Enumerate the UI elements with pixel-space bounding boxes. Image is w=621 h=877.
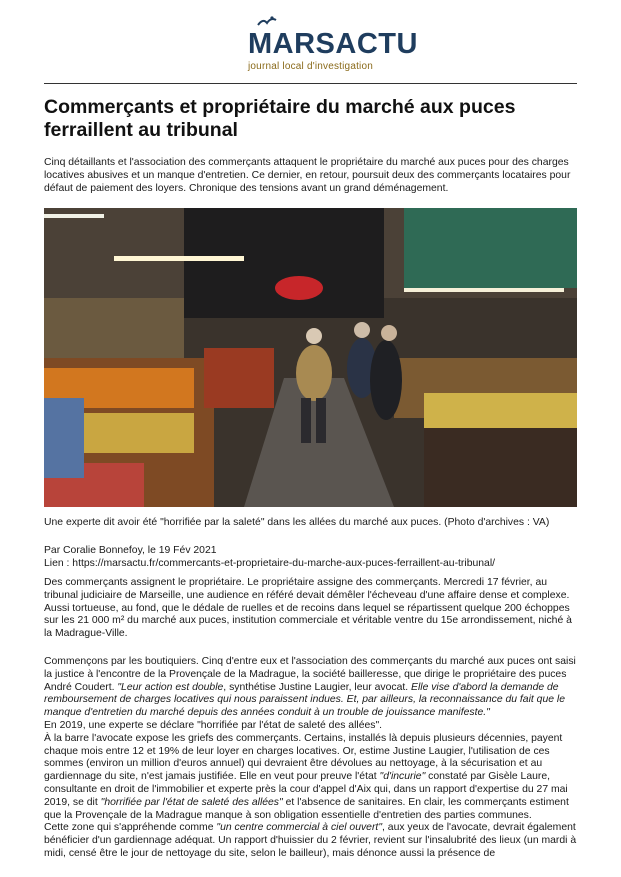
p3-text-a: Cette zone qui s'appréhende comme xyxy=(44,822,217,833)
header-divider xyxy=(44,83,577,84)
article-title: Commerçants et propriétaire du marché aux puces ferraillent au tribunal xyxy=(44,96,516,141)
seagull-icon xyxy=(256,14,278,28)
byline-block xyxy=(44,545,577,570)
p2-text-j: et l'absence de sanitaires. En clair, les commerçants estiment que la Provençale de la Madrague manque à son obligation essentielle d'entretien des parties communes. xyxy=(44,796,569,821)
article-photo xyxy=(44,208,577,507)
site-tagline: journal local d'investigation xyxy=(248,61,374,72)
market-photo-illustration xyxy=(44,208,577,507)
p2-text-f: À la barre l'avocate expose les griefs des commerçants. Certains, installés là depuis plusieurs décennies, payent chaque mois entre 12 et 19% de leur loyer en charges locatives. Or, estime Justine Laugier, l'utilisation de ces sommes (environ un million d'euros annuel) qui devraient être dévolues au nettoyage, à la sécurisation et au gardiennage du site, n'est jamais justifiée. Elle en veut pour preuve l'état xyxy=(44,732,563,783)
paragraph-2 xyxy=(44,656,577,822)
site-logo[interactable]: MARSACTU xyxy=(248,28,418,60)
p3-quote-b: "un centre commercial à ciel ouvert" xyxy=(216,822,383,833)
p2-text-a: Commençons par les boutiquiers. Cinq d'entre eux et l'association des commerçants du marché aux puces ont saisi la justice à l'encontre de la Provençale de la Madrague, la société bailleresse, que dirige le propriétaire des puces André Coudert. xyxy=(44,656,576,693)
masthead xyxy=(0,12,621,76)
p2-text-c: , synthétise Justine Laugier, leur avocat. xyxy=(223,681,412,693)
p2-quote-i: "horrifiée par l'état de saleté des allées" xyxy=(100,796,283,808)
article-lede: Cinq détaillants et l'association des commerçants attaquent le propriétaire du marché aux puces pour des charges locatives abusives et un manque d'entretien. Ce dernier, en retour, poursuit deux des commerçants locataires pour défaut de paiement des loyers. Chronique des tensions avant un grand déménagement. xyxy=(44,157,571,194)
author-date: Par Coralie Bonnefoy, le 19 Fév 2021 xyxy=(44,545,217,556)
p3-text-c: , aux yeux de l'avocate, devrait également bénéficier d'un gardiennage adéquat. Un rapport d'huissier du 2 février, revient sur l'insalubrité des lieux (un mardi à midi, censé être le jour de nettoyage du site, selon le bailleur), mais dénonce aussi la présence de xyxy=(44,822,577,859)
article-link[interactable]: Lien : https://marsactu.fr/commercants-et-proprietaire-du-marche-aux-puces-ferraillent-au-tribunal/ xyxy=(44,557,496,569)
p2-subhead: En 2019, une experte se déclare "horrifiée par l'état de saleté des allées". xyxy=(44,719,383,731)
photo-caption: Une experte dit avoir été "horrifiée par la saleté" dans les allées du marché aux puces. (Photo d'archives : VA) xyxy=(44,517,550,528)
p2-text-h: constaté par Gisèle Laure, consultante en droit de l'immobilier et experte près la cour d'appel d'Aix qui, dans un rapport d'expertise du 27 mai 2019, se dit xyxy=(44,771,568,808)
p2-quote-d: Elle vise d'abord la demande de remboursement de charges locatives qui nous paraissent indues. Et, par ailleurs, la reconnaissance du fait que le manque d'entretien du marché depuis des années conduit à un trouble de jouissance manifeste." xyxy=(44,681,565,719)
paragraph-3 xyxy=(44,822,577,860)
p2-quote-b: "Leur action est double xyxy=(117,681,224,693)
paragraph-1: Des commerçants assignent le propriétaire. Le propriétaire assigne des commerçants. Mercredi 17 février, au tribunal judiciaire de Marseille, une audience en référé devait démêler l'écheveau d'une affaire dense et complexe. Aussi tortueuse, au fond, que le dédale de ruelles et de recoins dans lequel se répartissent quelque 200 échoppes sur les 21 000 m² du marché aux puces, institution commerciale et véritable ventre du 15e arrondissement, niché à la Madrague-Ville. xyxy=(44,577,572,640)
p2-quote-g: "d'incurie" xyxy=(379,771,426,783)
